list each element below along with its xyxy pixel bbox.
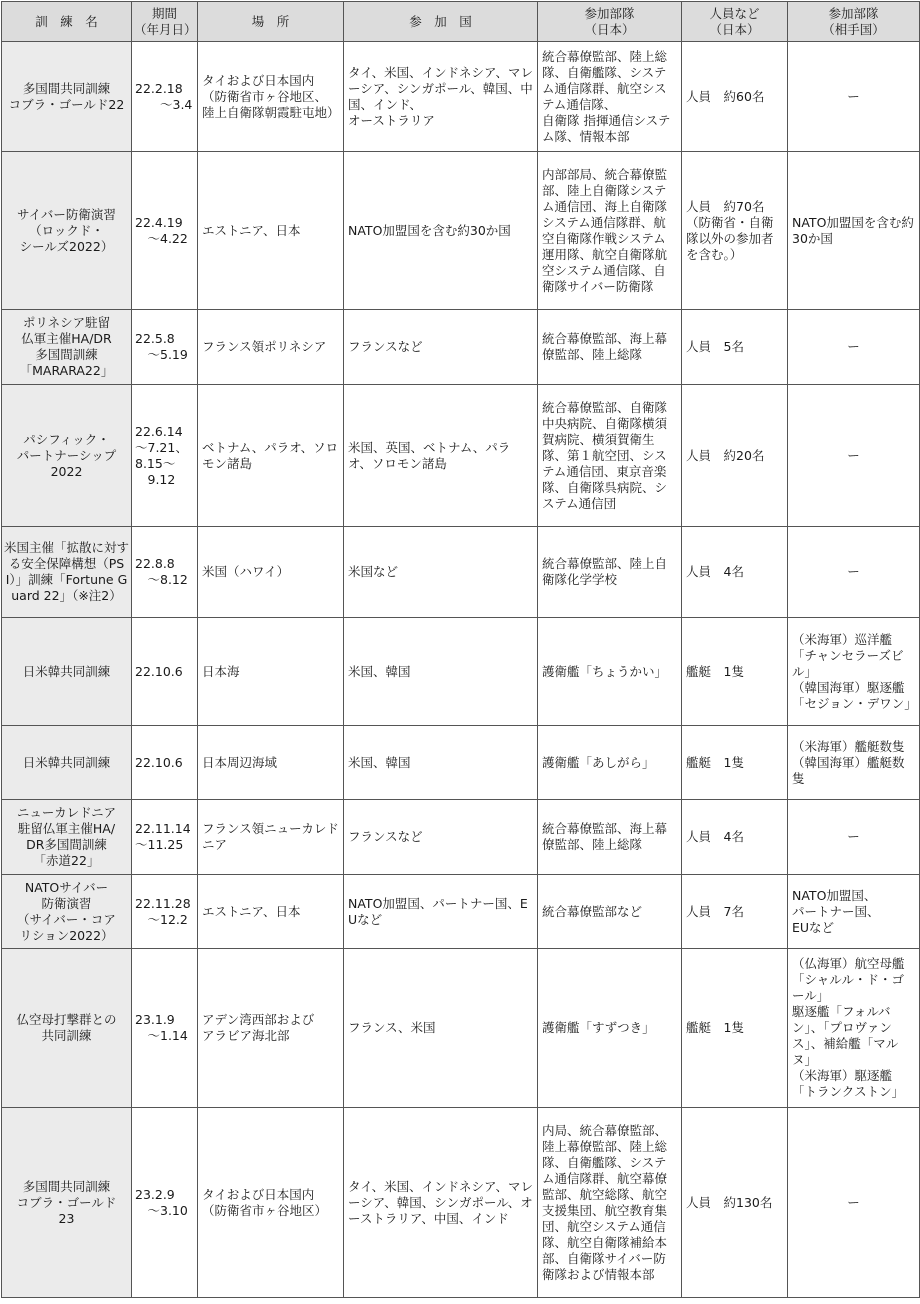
countries-cell: タイ、米国、インドネシア、マレーシア、韓国、シンガポール、オーストラリア、中国、インド: [344, 1108, 538, 1298]
personnel-cell: 艦艇 1隻: [682, 618, 788, 726]
table-row: [2, 42, 920, 152]
personnel-cell: 人員 4名: [682, 527, 788, 618]
exercise-name-cell: 多国間共同訓練 コブラ・ゴールド22: [2, 42, 132, 152]
countries-cell: フランスなど: [344, 800, 538, 875]
place-cell: タイおよび日本国内 （防衛省市ヶ谷地区）: [198, 1108, 344, 1298]
personnel-cell: 人員 5名: [682, 310, 788, 385]
period-cell: 22.11.28 ～12.2: [132, 875, 198, 949]
units-japan-cell: 護衛艦「あしがら」: [538, 726, 682, 800]
place-cell: フランス領ニューカレドニア: [198, 800, 344, 875]
units-partner-cell: ー: [788, 310, 920, 385]
period-cell: 23.2.9 ～3.10: [132, 1108, 198, 1298]
exercise-name-cell: サイバー防衛演習 （ロックド・ シールズ2022）: [2, 152, 132, 310]
table-row: [2, 152, 920, 310]
period-cell: 22.8.8 ～8.12: [132, 527, 198, 618]
units-japan-cell: 統合幕僚監部、海上幕僚監部、陸上総隊: [538, 800, 682, 875]
units-partner-cell: ー: [788, 385, 920, 527]
countries-cell: 米国、英国、ベトナム、パラオ、ソロモン諸島: [344, 385, 538, 527]
countries-cell: 米国、韓国: [344, 618, 538, 726]
table-row: [2, 726, 920, 800]
table-row: [2, 618, 920, 726]
units-japan-cell: 統合幕僚監部、海上幕僚監部、陸上総隊: [538, 310, 682, 385]
exercise-table: [1, 1, 920, 1298]
place-cell: エストニア、日本: [198, 875, 344, 949]
units-partner-cell: ー: [788, 42, 920, 152]
countries-cell: NATO加盟国を含む約30か国: [344, 152, 538, 310]
units-japan-cell: 護衛艦「すずつき」: [538, 949, 682, 1108]
units-partner-cell: ー: [788, 527, 920, 618]
table-row: [2, 875, 920, 949]
header-exercise-name: 訓 練 名: [2, 2, 132, 42]
place-cell: アデン湾西部および アラビア海北部: [198, 949, 344, 1108]
personnel-cell: 人員 約70名 （防衛省・自衛隊以外の参加者を含む。）: [682, 152, 788, 310]
exercise-name-cell: 日米韓共同訓練: [2, 726, 132, 800]
countries-cell: 米国、韓国: [344, 726, 538, 800]
table-row: [2, 527, 920, 618]
exercise-name-cell: 多国間共同訓練 コブラ・ゴールド 23: [2, 1108, 132, 1298]
units-japan-cell: 統合幕僚監部、陸上総隊、自衛艦隊、システム通信隊群、航空システム通信隊、 自衛隊 指揮通信システム隊、情報本部: [538, 42, 682, 152]
units-partner-cell: ー: [788, 800, 920, 875]
units-partner-cell: （米海軍）巡洋艦「チャンセラーズビル」 （韓国海軍）駆逐艦「セジョン・デワン」: [788, 618, 920, 726]
place-cell: 日本周辺海域: [198, 726, 344, 800]
units-partner-cell: （仏海軍）航空母艦「シャルル・ド・ゴール」 駆逐艦「フォルバン」、「プロヴァンス」、補給艦「マルヌ」 （米海軍）駆逐艦「トランクストン」: [788, 949, 920, 1108]
units-partner-cell: NATO加盟国、 パートナー国、 EUなど: [788, 875, 920, 949]
header-personnel: 人員など （日本）: [682, 2, 788, 42]
personnel-cell: 艦艇 1隻: [682, 726, 788, 800]
units-japan-cell: 内局、統合幕僚監部、陸上幕僚監部、陸上総隊、自衛艦隊、システム通信隊群、航空幕僚監部、航空総隊、航空支援集団、航空教育集団、航空システム通信隊、航空自衛隊補給本部、自衛隊サイバー防衛隊および情報本部: [538, 1108, 682, 1298]
table-row: [2, 1108, 920, 1298]
period-cell: 22.11.14 ～11.25: [132, 800, 198, 875]
units-japan-cell: 統合幕僚監部など: [538, 875, 682, 949]
personnel-cell: 艦艇 1隻: [682, 949, 788, 1108]
personnel-cell: 人員 約130名: [682, 1108, 788, 1298]
place-cell: 日本海: [198, 618, 344, 726]
units-partner-cell: （米海軍）艦艇数隻 （韓国海軍）艦艇数隻: [788, 726, 920, 800]
exercise-name-cell: 仏空母打撃群との 共同訓練: [2, 949, 132, 1108]
period-cell: 22.2.18 ～3.4: [132, 42, 198, 152]
exercise-name-cell: 日米韓共同訓練: [2, 618, 132, 726]
period-cell: 23.1.9 ～1.14: [132, 949, 198, 1108]
personnel-cell: 人員 4名: [682, 800, 788, 875]
place-cell: タイおよび日本国内（防衛省市ヶ谷地区、陸上自衛隊朝霞駐屯地）: [198, 42, 344, 152]
units-japan-cell: 護衛艦「ちょうかい」: [538, 618, 682, 726]
units-partner-cell: ー: [788, 1108, 920, 1298]
table-row: [2, 385, 920, 527]
table-header-row: [2, 2, 920, 42]
place-cell: エストニア、日本: [198, 152, 344, 310]
countries-cell: フランス、米国: [344, 949, 538, 1108]
countries-cell: 米国など: [344, 527, 538, 618]
period-cell: 22.5.8 ～5.19: [132, 310, 198, 385]
units-japan-cell: 統合幕僚監部、陸上自衛隊化学学校: [538, 527, 682, 618]
header-place: 場 所: [198, 2, 344, 42]
place-cell: ベトナム、パラオ、ソロモン諸島: [198, 385, 344, 527]
header-countries: 参 加 国: [344, 2, 538, 42]
header-units-partner: 参加部隊 （相手国）: [788, 2, 920, 42]
countries-cell: タイ、米国、インドネシア、マレーシア、シンガポール、韓国、中国、インド、 オーストラリア: [344, 42, 538, 152]
exercise-name-cell: パシフィック・ パートナーシップ 2022: [2, 385, 132, 527]
exercise-name-cell: ニューカレドニア 駐留仏軍主催HA/ DR多国間訓練 「赤道22」: [2, 800, 132, 875]
personnel-cell: 人員 7名: [682, 875, 788, 949]
countries-cell: フランスなど: [344, 310, 538, 385]
period-cell: 22.6.14 ～7.21、 8.15～ 9.12: [132, 385, 198, 527]
units-japan-cell: 内部部局、統合幕僚監部、陸上自衛隊システム通信団、海上自衛隊システム通信隊群、航空自衛隊作戦システム運用隊、航空自衛隊航空システム通信隊、自衛隊サイバー防衛隊: [538, 152, 682, 310]
period-cell: 22.10.6: [132, 726, 198, 800]
period-cell: 22.10.6: [132, 618, 198, 726]
place-cell: 米国（ハワイ）: [198, 527, 344, 618]
table-row: [2, 310, 920, 385]
header-period: 期間 （年月日）: [132, 2, 198, 42]
place-cell: フランス領ポリネシア: [198, 310, 344, 385]
personnel-cell: 人員 約60名: [682, 42, 788, 152]
units-japan-cell: 統合幕僚監部、自衛隊中央病院、自衛隊横須賀病院、横須賀衛生隊、第１航空団、システム通信団、東京音楽隊、自衛隊呉病院、システム通信団: [538, 385, 682, 527]
table-row: [2, 800, 920, 875]
countries-cell: NATO加盟国、パートナー国、EUなど: [344, 875, 538, 949]
period-cell: 22.4.19 ～4.22: [132, 152, 198, 310]
exercise-name-cell: ポリネシア駐留 仏軍主催HA/DR 多国間訓練 「MARARA22」: [2, 310, 132, 385]
personnel-cell: 人員 約20名: [682, 385, 788, 527]
units-partner-cell: NATO加盟国を含む約30か国: [788, 152, 920, 310]
header-units-japan: 参加部隊 （日本）: [538, 2, 682, 42]
exercise-name-cell: 米国主催「拡散に対する安全保障構想（PSI）」訓練「Fortune Guard 22」（※注2）: [2, 527, 132, 618]
exercise-name-cell: NATOサイバー 防衛演習 （サイバー・コア リション2022）: [2, 875, 132, 949]
table-row: [2, 949, 920, 1108]
